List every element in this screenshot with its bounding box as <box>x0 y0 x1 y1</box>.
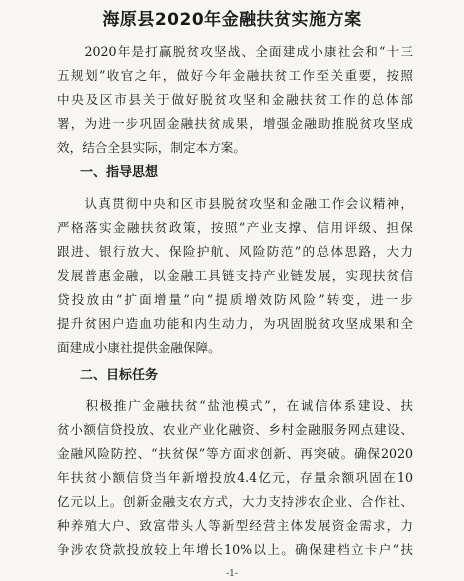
text-line: 认真贯彻中央和区市县脱贫攻坚和金融工作会议精神， <box>57 196 413 211</box>
guiding-ideology-paragraph <box>57 192 413 360</box>
page-number: -1- <box>226 569 238 579</box>
text-line: 署，为进一步巩固金融扶贫成果，增强金融助推脱贫攻坚成 <box>57 116 413 131</box>
text-line: 跟进、银行放大、保险护航、风险防范”的总体思路，大力 <box>57 244 413 259</box>
intro-paragraph <box>57 40 413 160</box>
text-line: 贫小额信贷投放、农业产业化融资、乡村金融服务网点建设、 <box>57 422 413 437</box>
text-line: 五规划”收官之年，做好今年金融扶贫工作至关重要，按照 <box>57 68 413 83</box>
goals-paragraph <box>57 394 413 562</box>
text-line: 提升贫困户造血功能和内生动力，为巩固脱贫攻坚成果和全 <box>57 316 413 331</box>
text-line: 年扶贫小额信贷当年新增投放4.4亿元，存量余额巩固在10 <box>57 470 413 485</box>
document-title: 海原县2020年金融扶贫实施方案 <box>102 10 362 30</box>
text-line: 发展普惠金融，以金融工具链支持产业链发展，实现扶贫信 <box>57 268 413 283</box>
text-line: 金融风险防控、“扶贫保”等方面求创新、再突破。确保2020 <box>57 446 413 461</box>
text-line: 种养殖大户、致富带头人等新型经营主体发展资金需求，力 <box>57 518 413 533</box>
section-heading-goals: 二、目标任务 <box>80 368 159 383</box>
text-line: 严格落实金融扶贫政策，按照“产业支撑、信用评级、担保 <box>57 220 413 235</box>
text-line: 贷投放由“扩面增量”向“提质增效防风险”转变，进一步 <box>57 292 413 307</box>
text-line: 积极推广金融扶贫“盐池模式”，在诚信体系建设、扶 <box>57 398 413 413</box>
text-line: 中央及区市县关于做好脱贫攻坚和金融扶贫工作的总体部 <box>57 92 413 107</box>
text-line: 效，结合全县实际，制定本方案。 <box>57 140 246 155</box>
text-line: 2020年是打赢脱贫攻坚战、全面建成小康社会和“十三 <box>57 44 413 59</box>
section-heading-guiding-ideology: 一、指导思想 <box>80 165 159 180</box>
text-line: 面建成小康社提供金融保障。 <box>57 340 221 355</box>
text-line: 亿元以上。创新金融支农方式，大力支持涉农企业、合作社、 <box>57 494 413 509</box>
text-line: 争涉农贷款投放较上年增长10%以上。确保建档立卡户“扶 <box>57 542 413 557</box>
